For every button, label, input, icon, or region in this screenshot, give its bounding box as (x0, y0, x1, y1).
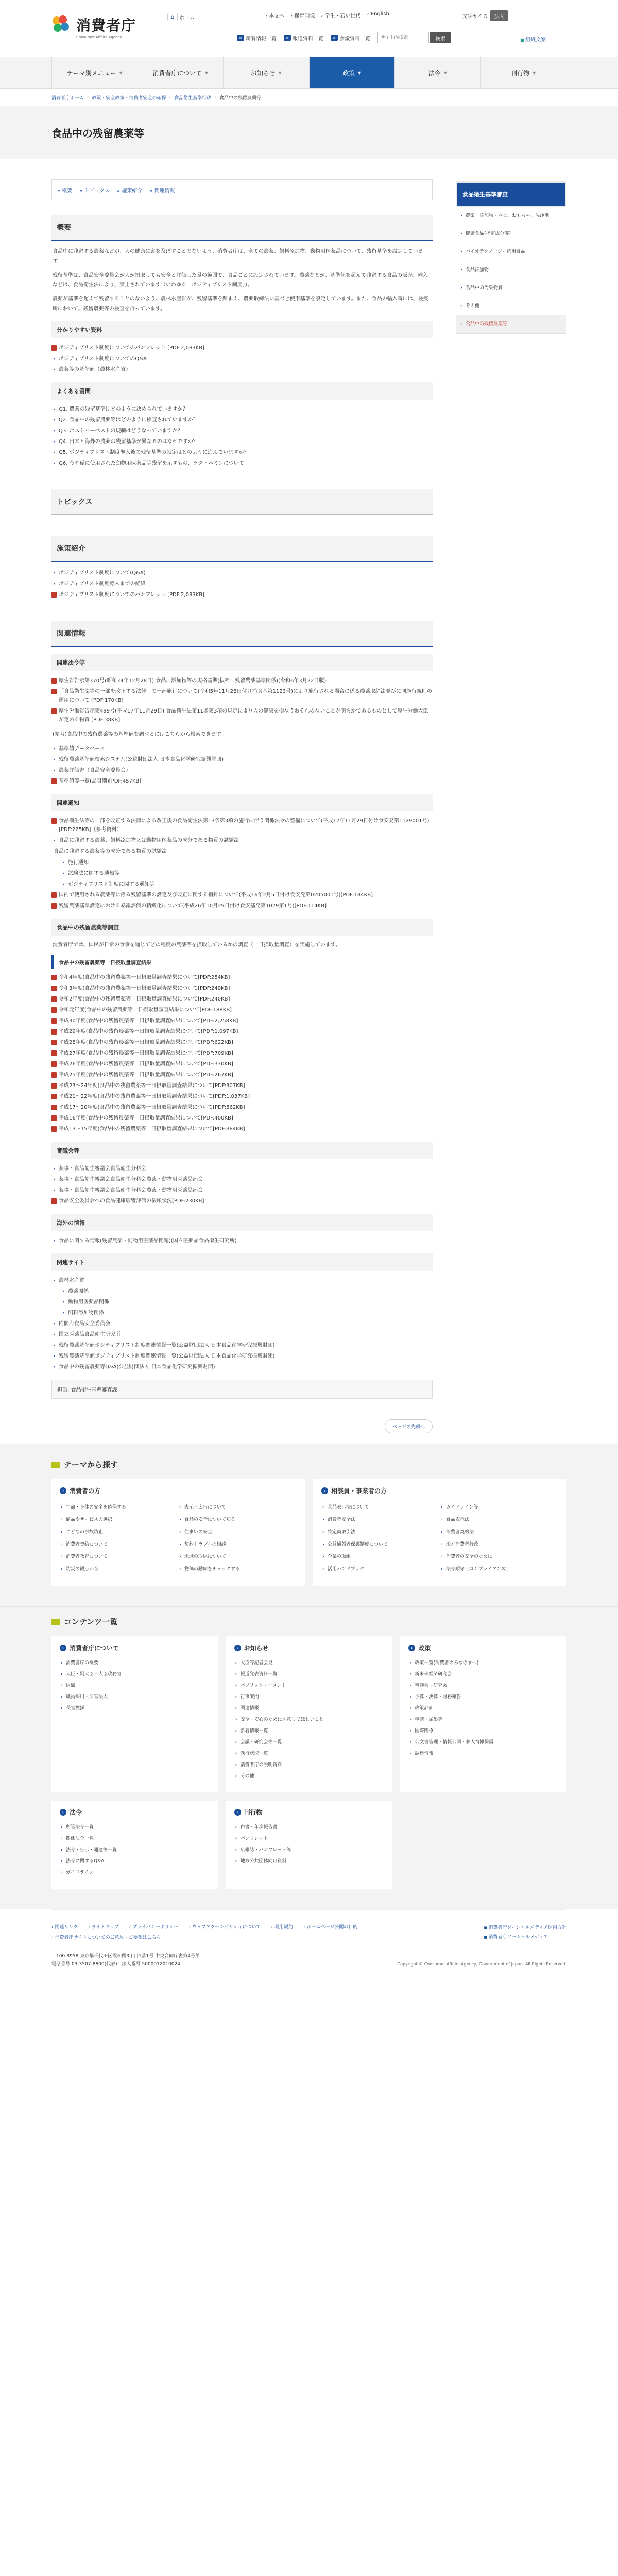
list-link[interactable]: › 物価の動向をチェックする (178, 1563, 297, 1575)
sidebar-heading: 食品衛生基準審査 (456, 181, 566, 207)
gnav-theme[interactable] (52, 57, 138, 88)
list-link[interactable]: › 執行状況一覧 (234, 1748, 384, 1759)
council-list (52, 1163, 433, 1207)
list-link[interactable]: › 薬事・食品衛生審議会食品衛生分科会農薬・動物用医薬品部会 (52, 1174, 433, 1185)
list-link[interactable]: › 薬事・食品衛生審議会食品衛生分科会農薬・動物用医薬品部会 (52, 1185, 433, 1196)
new-info-label: 新着情報一覧 (246, 36, 277, 42)
list-link[interactable]: › 大臣・副大臣・大臣政務官 (60, 1669, 210, 1680)
gnav-label: お知らせ (250, 69, 276, 77)
related-heading: 関連情報 (52, 621, 433, 647)
list-link[interactable]: › 国際関係 (408, 1725, 558, 1737)
sites-sub-list (61, 1286, 433, 1318)
pdf-link[interactable]: 残留農薬基準設定における暴露評価の精緻化について(平成26年10月29日付け食安基発第1029第1号)[PDF:114KB] (52, 901, 433, 911)
sidebar-item[interactable]: › 食品添加物 (456, 261, 566, 279)
list-link[interactable]: › 白書・年次報告書 (234, 1822, 384, 1833)
site-header (0, 0, 618, 57)
page-title: 食品中の残留農薬等 (52, 127, 144, 140)
contents-box-title[interactable]: 刊行物 (244, 1809, 263, 1816)
easy-docs-heading: 分かりやすい資料 (52, 321, 433, 338)
page-anchor-nav (52, 179, 433, 200)
copyright: Copyright © Consumer Affairs Agency, Government of Japan. All Rights Reserved. (397, 1962, 566, 1967)
list-link[interactable]: › Q4. 日本と海外の農薬の残留基準が異なるのはなぜですか？ (52, 436, 433, 447)
gnav-label: 消費者庁について (152, 69, 202, 77)
list-link[interactable]: › 動物用医薬品関係 (61, 1297, 433, 1308)
home-link[interactable]: ホーム (179, 15, 195, 21)
chevron-down-icon: ▼ (358, 70, 362, 75)
gnav-label: 法令 (428, 69, 441, 77)
pdf-link[interactable]: 食品衛生法等の一部を改正する法律による改正後の食品衛生法第13条第3項の施行に伴う関係法令の整備について(平成17年11月29日付け食安発第1129001号)[PDF:265KB]（参考資料） (52, 816, 433, 835)
overview-paragraph: 残留基準は、食品安全委員会が人が摂取しても安全と評価した量の範囲で、食品ごとに設定されています。農薬などが、基準値を超えて残留する食品の販売、輸入などは、食品衛生法により、禁止されています（いわゆる「ポジティブリスト制度」）。 (53, 273, 428, 288)
site-footer (52, 1909, 566, 1984)
list-link[interactable]: › ガイドライン (60, 1867, 210, 1878)
list-link[interactable]: › 消費者契約法 (440, 1526, 558, 1538)
list-link[interactable]: › 消費者庁の概要 (60, 1657, 210, 1669)
new-info-link[interactable] (237, 34, 277, 42)
list-link[interactable]: › 調達情報 (234, 1703, 384, 1714)
list-link[interactable]: › 公益通報者保護制度について (321, 1538, 440, 1551)
list-link[interactable]: › 審議会・研究会 (408, 1680, 558, 1691)
circle-arrow-icon: › (234, 1645, 241, 1651)
footer-link[interactable]: › プライバシーポリシー (129, 1923, 179, 1931)
theme-column-title: 相談員・事業者の方 (331, 1487, 387, 1495)
gnav-label: 政策 (342, 69, 355, 77)
theme-list (321, 1501, 558, 1575)
list-link[interactable]: › 表示・広告について (178, 1501, 297, 1514)
list-link[interactable]: › 残留農薬基準値検索システム(公益財団法人 日本食品化学研究振興財団) (52, 754, 433, 765)
pdf-link[interactable]: 「食品衛生法等の一部を改正する法律」の一部施行について(令和5年11月28日付け消食基第1123号)により施行される場合に係る農薬取締法並びに同施行規則の運用について [PDF:170KB] (52, 686, 433, 706)
list-link[interactable]: › Q5. ポジティブリスト制度導入後の残留基準の設定はどのように進んでいますか？ (52, 447, 433, 458)
list-link[interactable]: › 消費者教育について (60, 1551, 178, 1563)
list-link[interactable]: › 食品表示法 (440, 1514, 558, 1526)
sidebar (456, 181, 566, 1444)
theme-list (60, 1501, 297, 1575)
circle-arrow-icon: › (321, 1487, 328, 1494)
gnav-label: テーマ別メニュー (66, 69, 116, 77)
reference-list (52, 743, 433, 787)
notice-list (52, 816, 433, 846)
theme-column (52, 1479, 305, 1586)
theme-column-title: 消費者の方 (70, 1487, 101, 1495)
list-link[interactable]: › 国立医薬品食品衛生研究所 (52, 1329, 433, 1340)
list-link[interactable]: › 景品表示法について (321, 1501, 440, 1514)
bureau-note: 担当: 食品衛生基準審査課 (52, 1380, 433, 1399)
list-link[interactable]: › 試験法に関する通知等 (61, 868, 433, 879)
contents-section (0, 1606, 618, 1909)
phone: 電話番号 03-3507-8800(代表) 法人番号 5000012010024 (52, 1962, 180, 1967)
list-link[interactable]: › 食品に残留する農薬、飼料添加物又は動物用医薬品の成分である物質の試験法 (52, 835, 433, 846)
pdf-link[interactable]: 平成28年度(食品中の残留農薬等一日摂取量調査結果について[PDF:622KB] (52, 1037, 433, 1048)
top-link-main[interactable]: › 本文へ (265, 11, 284, 19)
faq-heading: よくある質問 (52, 382, 433, 400)
overview-paragraph: 食品中に残留する農薬などが、人の健康に害を及ぼすことのないよう、消費者庁は、全ての農薬、飼料添加物、動物用医薬品について、残留基準を設定しています。 (53, 249, 423, 264)
overview-heading: 概要 (52, 215, 433, 241)
list-link[interactable]: › 薬事・食品衛生審議会食品衛生分科会 (52, 1163, 433, 1174)
list-link[interactable]: › ポジティブリスト制度に関する通知等 (61, 879, 433, 890)
contents-icon (52, 1619, 60, 1625)
contents-box (400, 1636, 566, 1792)
contents-box-title[interactable]: 政策 (418, 1645, 431, 1652)
themes-section (0, 1444, 618, 1606)
sidebar-item[interactable]: › 食品中の汚染物質 (456, 279, 566, 297)
list-link[interactable]: › 契約トラブルの相談 (178, 1538, 297, 1551)
gnav-policy[interactable] (310, 57, 396, 88)
breadcrumb-item[interactable]: 政策・安全政策・消費者安全の確保 (92, 95, 166, 101)
notice-sub-list (61, 857, 433, 890)
logo-mark-icon (52, 14, 72, 35)
theme-column (313, 1479, 566, 1586)
list-link[interactable]: › 政策一覧(消費者のみなさまへ) (408, 1657, 558, 1669)
contents-box (52, 1801, 218, 1889)
reference-line: (参考)食品中の残留農薬等の基準値を調べるにはこちらから検索できます。 (53, 732, 227, 737)
overseas-list (52, 1235, 433, 1246)
footer-link[interactable]: › 消費者庁サイトについてのご意見・ご要望はこちら (52, 1934, 161, 1942)
pdf-link[interactable]: 厚生省告示第370号(昭和34年12月28日) 食品、添加物等の規格基準(抜粋：残留農薬基準関係)(令和6年3月22日版) (52, 675, 433, 686)
list-link[interactable]: › パンフレット (234, 1833, 384, 1844)
search-button[interactable]: 検索 (430, 32, 451, 43)
pdf-link[interactable]: 平成21～22年度(食品中の残留農薬等一日摂取量調査結果について[PDF:1,037KB] (52, 1091, 433, 1102)
anchor-topics[interactable]: » トピックス (79, 186, 110, 194)
meeting-label: 会議資料一覧 (339, 36, 370, 42)
contents-heading: コンテンツ一覧 (64, 1617, 118, 1626)
footer-link[interactable]: › ホームページ公開の目的 (303, 1923, 357, 1931)
list-link[interactable]: › 食品中の残留農薬等Q&A(公益財団法人 日本食品化学研究振興財団) (52, 1362, 433, 1372)
theme-icon (52, 1462, 60, 1468)
contents-list (60, 1822, 210, 1878)
sites-top-list (52, 1275, 433, 1286)
list-link[interactable]: › 生命・身体の安全を確保する (60, 1501, 178, 1514)
circle-arrow-icon: › (408, 1645, 415, 1651)
social-policy-link[interactable]: ■ 消費者庁ソーシャルメディア運用方針 (484, 1925, 567, 1930)
circle-arrow-icon: › (60, 1487, 66, 1494)
pdf-link[interactable]: ポジティブリスト制度についてのパンフレット [PDF:2,083KB] (52, 343, 433, 353)
survey-heading: 食品中の残留農薬等調査 (52, 919, 433, 936)
list-link[interactable]: › 防災の観点から (60, 1563, 178, 1575)
pdf-link[interactable]: 令和元年度(食品中の残留農薬等一日摂取量調査結果について[PDF:188KB] (52, 1005, 433, 1015)
list-link[interactable]: › 調達情報 (408, 1748, 558, 1759)
main-content (52, 179, 433, 1444)
pdf-link[interactable]: 令和4年度(食品中の残留農薬等一日摂取量調査結果について[PDF:254KB] (52, 972, 433, 983)
list-link[interactable]: › Q3. ポストハーベストの規制はどうなっていますか？ (52, 426, 433, 436)
anchor-overview[interactable]: » 概要 (57, 186, 72, 194)
breadcrumb-item[interactable]: 食品衛生基準行政 (174, 95, 212, 101)
footer-link[interactable]: › 利用規約 (271, 1923, 293, 1931)
list-link[interactable]: › 法令・告示・通達等一覧 (60, 1844, 210, 1856)
contents-list (408, 1657, 558, 1759)
list-link[interactable]: › ポジティブリスト制度についてのQ&A (52, 353, 433, 364)
list-link[interactable]: › その他 (234, 1771, 384, 1782)
list-link[interactable]: › 予算・決算・財務報告 (408, 1691, 558, 1703)
sidebar-item[interactable]: › 農薬・添加物・器具、おもちゃ、洗浄剤 (456, 207, 566, 225)
notice-sub-line: 食品に残留する農薬等の成分である物質の試験法 (54, 849, 167, 854)
list-icon: ≡ (331, 35, 338, 41)
list-link[interactable]: › 地域の取組について (178, 1551, 297, 1563)
sidebar-item[interactable]: › バイオテクノロジー応用食品 (456, 243, 566, 261)
pdf-link[interactable]: 平成16年度(食品中の残留農薬等一日摂取量調査結果について[PDF:400KB] (52, 1113, 433, 1124)
list-link[interactable]: › 飼料添加物関係 (61, 1308, 433, 1318)
list-link[interactable]: › 基準値データベース (52, 743, 433, 754)
pdf-link[interactable]: 平成29年度(食品中の残留農薬等一日摂取量調査結果について[PDF:1,097KB] (52, 1026, 433, 1037)
policy-heading: 施策紹介 (52, 536, 433, 562)
list-link[interactable]: › ガイドライン等 (440, 1501, 558, 1514)
list-link[interactable]: › 組織 (60, 1680, 210, 1691)
anchor-policy[interactable]: » 施策紹介 (117, 186, 142, 194)
list-link[interactable]: › 関係法令一覧 (60, 1833, 210, 1844)
list-link[interactable]: › 法令順守（コンプライアンス） (440, 1563, 558, 1575)
list-link[interactable]: › 政策評価 (408, 1703, 558, 1714)
list-link[interactable]: › 安全・安心のために注意してほしいこと (234, 1714, 384, 1725)
topics-heading: トピックス (52, 489, 433, 515)
page-title-band (0, 106, 618, 159)
list-link[interactable]: › 地方消費者行政 (440, 1538, 558, 1551)
pdf-link[interactable]: 国内で使用される農薬等に係る残留基準の設定及び改正に関する指針について(平成16年2月5日付け食安発第0205001号)[PDF:184KB] (52, 890, 433, 901)
list-link[interactable]: › 農林水産省 (52, 1275, 433, 1286)
gnav-about[interactable] (138, 57, 224, 88)
gnav-label: 刊行物 (511, 69, 530, 77)
circle-arrow-icon: › (60, 1645, 66, 1651)
overview-paragraph: 農薬が基準を超えて残留することのないよう、農林水産省が、残留基準を踏まえ、農薬取締法に基づき使用基準を設定しています。また、食品の輸入時には、検疫所において、残留農薬等の検査を行っています。 (53, 296, 428, 312)
list-link[interactable]: › 会議・研究会等一覧 (234, 1737, 384, 1748)
social-link[interactable]: ■ 消費者庁ソーシャルメディア (484, 1935, 548, 1940)
contents-list (234, 1657, 384, 1782)
pdf-link[interactable]: 平成23～24年度(食品中の残留農薬等一日摂取量調査結果について[PDF:307KB] (52, 1080, 433, 1091)
list-link[interactable]: › 大臣等記者会見 (234, 1657, 384, 1669)
list-link[interactable]: › 住まいの安全 (178, 1526, 297, 1538)
list-link[interactable]: › 公文書管理・情報公開・個人情報保護 (408, 1737, 558, 1748)
notice-list-2 (52, 890, 433, 911)
list-link[interactable]: › 活用ハンドブック (321, 1563, 440, 1575)
pdf-link[interactable]: 平成17～20年度(食品中の残留農薬等一日摂取量調査結果について[PDF:562KB] (52, 1102, 433, 1113)
list-link[interactable]: › 職員採用・所管法人 (60, 1691, 210, 1703)
list-link[interactable]: › 長官挨拶 (60, 1703, 210, 1714)
search-input[interactable] (377, 32, 429, 43)
list-link[interactable]: › 消費者の安全のために (440, 1551, 558, 1563)
list-link[interactable]: › 商品やサービスの選択 (60, 1514, 178, 1526)
sites-heading: 関連サイト (52, 1253, 433, 1271)
contents-box-title[interactable]: お知らせ (244, 1645, 269, 1652)
contents-box (226, 1801, 392, 1889)
sidebar-item[interactable]: › 健康食品(指定成分等) (456, 225, 566, 243)
list-link[interactable]: › 残留農薬基準値ポジティブリスト制度関連情報一覧(公益財団法人 日本食品化学研究振興財団) (52, 1351, 433, 1362)
faq-list (52, 404, 433, 469)
footer-link[interactable]: › 関連リンク (52, 1923, 78, 1931)
text-size-label: 文字サイズ (462, 14, 488, 20)
contents-list (234, 1822, 384, 1867)
pdf-link[interactable]: 平成30年度(食品中の残留農薬等一日摂取量調査結果について[PDF:2,258KB] (52, 1015, 433, 1026)
pdf-link[interactable]: 令和3年度(食品中の残留農薬等一日摂取量調査結果について[PDF:249KB] (52, 983, 433, 994)
address: 〒100-8958 東京都千代田区霞が関3丁目1番1号 中央合同庁舎第4号館 (52, 1954, 200, 1959)
list-link[interactable]: › ポジティブリスト制度について(Q&A) (52, 568, 433, 579)
law-list (52, 675, 433, 725)
chevron-right-icon: › (169, 95, 171, 100)
list-link[interactable]: › 新未来経済研究会 (408, 1669, 558, 1680)
themes-heading: テーマから探す (64, 1460, 118, 1469)
pdf-link[interactable]: 厚生労働省告示第499号(平成17年11月29日) 食品衛生法第11条第3項の規定により人の健康を損なうおそれのないことが明らかであるものとして厚生労働大臣が定める物質 [PDF:38KB] (52, 706, 433, 725)
overseas-heading: 海外の情報 (52, 1214, 433, 1231)
daily-intake-list (52, 972, 433, 1134)
list-link[interactable]: › 新着情報一覧 (234, 1725, 384, 1737)
sitemap-link[interactable]: ■ 組織文案 (520, 35, 546, 43)
easy-docs-list (52, 343, 433, 375)
pdf-link[interactable]: 平成26年度(食品中の残留農薬等一日摂取量調査結果について[PDF:330KB] (52, 1059, 433, 1070)
list-link[interactable]: › ポジティブリスト制度導入までの経緯 (52, 579, 433, 589)
contents-box (52, 1636, 218, 1792)
list-link[interactable]: › 食品に関する情報(残留農薬・動物用医薬品関連)(国立医薬品食品衛生研究所) (52, 1235, 433, 1246)
list-link[interactable]: › 内閣府食品安全委員会 (52, 1318, 433, 1329)
list-link[interactable]: › 法令に関するQ&A (60, 1856, 210, 1867)
notice-heading: 関連通知 (52, 794, 433, 811)
list-link[interactable]: › 申請・届出等 (408, 1714, 558, 1725)
global-nav (0, 57, 618, 89)
chevron-down-icon: ▼ (119, 70, 123, 75)
gnav-publications[interactable] (481, 57, 567, 88)
list-link[interactable]: › 消費者契約について (60, 1538, 178, 1551)
list-link[interactable]: › 施行通知 (61, 857, 433, 868)
list-link[interactable]: › 地方公共団体向け資料 (234, 1856, 384, 1867)
home-icon[interactable]: ⌂ (167, 13, 178, 21)
list-link[interactable]: › 消費者安全法 (321, 1514, 440, 1526)
list-link[interactable]: › 農薬等の基準値（農林水産省） (52, 364, 433, 375)
pdf-link[interactable]: 平成25年度(食品中の残留農薬等一日摂取量調査結果について[PDF:267KB] (52, 1070, 433, 1080)
text-size-button[interactable]: 拡大 (490, 10, 508, 21)
breadcrumb-current: 食品中の残留農薬等 (219, 95, 261, 101)
logo-text: 消費者庁 (76, 17, 136, 34)
pdf-link[interactable]: 食品安全委員会への食品健康影響評価の依頼状況[PDF:230KB] (52, 1196, 433, 1207)
footer-link[interactable]: › サイトマップ (88, 1923, 118, 1931)
gnav-news[interactable] (224, 57, 310, 88)
contents-box-title[interactable]: 法令 (70, 1809, 82, 1816)
chevron-down-icon: ▼ (443, 70, 447, 75)
sidebar-item-current[interactable]: › 食品中の残留農薬等 (456, 315, 566, 333)
list-link[interactable]: › 消費者庁の説明資料 (234, 1759, 384, 1771)
list-link[interactable]: › 食品の安全について知る (178, 1514, 297, 1526)
footer-link[interactable]: › ウェブアクセシビリティについて (189, 1923, 261, 1931)
chevron-right-icon: › (214, 95, 216, 100)
list-link[interactable]: › 所管法令一覧 (60, 1822, 210, 1833)
list-icon: ≡ (284, 35, 291, 41)
contents-box-title[interactable]: 消費者庁について (70, 1645, 119, 1652)
list-link[interactable]: › こどもの事故防止 (60, 1526, 178, 1538)
list-link[interactable]: › 特定商取引法 (321, 1526, 440, 1538)
list-link[interactable]: › 企業の取組 (321, 1551, 440, 1563)
top-link-students[interactable]: › 学生・若い世代 (321, 11, 360, 19)
contents-box (226, 1636, 392, 1792)
list-link[interactable]: › Q6. 今や稲に使用された動物用医薬品等残留を示すもの、ラクトパミンについて (52, 458, 433, 469)
breadcrumb-item[interactable]: 消費者庁ホーム (52, 95, 84, 101)
sidebar-item[interactable]: › その他 (456, 297, 566, 315)
top-link-childcare[interactable]: › 保育画像 (290, 11, 315, 19)
sidebar-list (456, 207, 566, 334)
list-link[interactable]: › Q2. 食品中の残留農薬等はどのように検査されていますか？ (52, 415, 433, 426)
chevron-down-icon: ▼ (533, 70, 536, 75)
list-link[interactable]: › パブリック・コメント (234, 1680, 384, 1691)
survey-text: 消費者庁では、国民が日常の食事を通じてどの程度の農薬等を摂取しているかの調査（一日摂取量調査）を実施しています。 (53, 942, 341, 948)
breadcrumb (52, 89, 566, 106)
logo-subtitle: Consumer Affairs Agency (76, 35, 122, 39)
meeting-link[interactable] (331, 34, 370, 42)
pdf-link[interactable]: 平成13～15年度(食品中の残留農薬等一日摂取量調査結果について[PDF:384KB] (52, 1124, 433, 1134)
pdf-link[interactable]: ポジティブリスト制度についてのパンフレット [PDF:2,083KB] (52, 589, 433, 600)
anchor-related[interactable]: » 関連情報 (149, 186, 175, 194)
pdf-link[interactable]: 平成27年度(食品中の残留農薬等一日摂取量調査結果について[PDF:709KB] (52, 1048, 433, 1059)
daily-intake-heading: 食品中の残留農薬等一日摂取量調査結果 (52, 955, 433, 969)
list-link[interactable]: › 農薬関係 (61, 1286, 433, 1297)
law-heading: 関連法令等 (52, 654, 433, 671)
pdf-link[interactable]: 令和2年度(食品中の残留農薬等一日摂取量調査結果について[PDF:240KB] (52, 994, 433, 1005)
pdf-link[interactable]: 基準値等一覧(品目別)[PDF:457KB] (52, 776, 433, 787)
site-logo[interactable] (52, 14, 136, 39)
list-link[interactable]: › 残留農薬基準値ポジティブリスト制度関連情報一覧(公益財団法人 日本食品化学研究振興財団) (52, 1340, 433, 1351)
back-to-top-label: ページの先頭へ (385, 1419, 433, 1433)
council-heading: 審議会等 (52, 1142, 433, 1159)
circle-arrow-icon: › (60, 1809, 66, 1816)
list-link[interactable]: › 報道発表資料一覧 (234, 1669, 384, 1680)
press-link[interactable] (284, 34, 323, 42)
back-to-top[interactable] (52, 1419, 433, 1433)
chevron-down-icon: ▼ (205, 70, 209, 75)
top-link-english[interactable]: › English (367, 11, 389, 19)
chevron-down-icon: ▼ (278, 70, 282, 75)
list-link[interactable]: › 広報誌・パンフレット等 (234, 1844, 384, 1856)
chevron-right-icon: › (87, 95, 89, 100)
press-label: 報道資料一覧 (293, 36, 323, 42)
policy-list (52, 568, 433, 600)
contents-list (60, 1657, 210, 1714)
sites-list (52, 1318, 433, 1372)
circle-arrow-icon: › (234, 1809, 241, 1816)
list-link[interactable]: › 農薬評価書（食品安全委員会） (52, 765, 433, 776)
list-icon: ≡ (237, 35, 244, 41)
gnav-law[interactable] (395, 57, 481, 88)
list-link[interactable]: › 行事案内 (234, 1691, 384, 1703)
list-link[interactable]: › Q1. 農薬の残留基準はどのように決められていますか？ (52, 404, 433, 415)
